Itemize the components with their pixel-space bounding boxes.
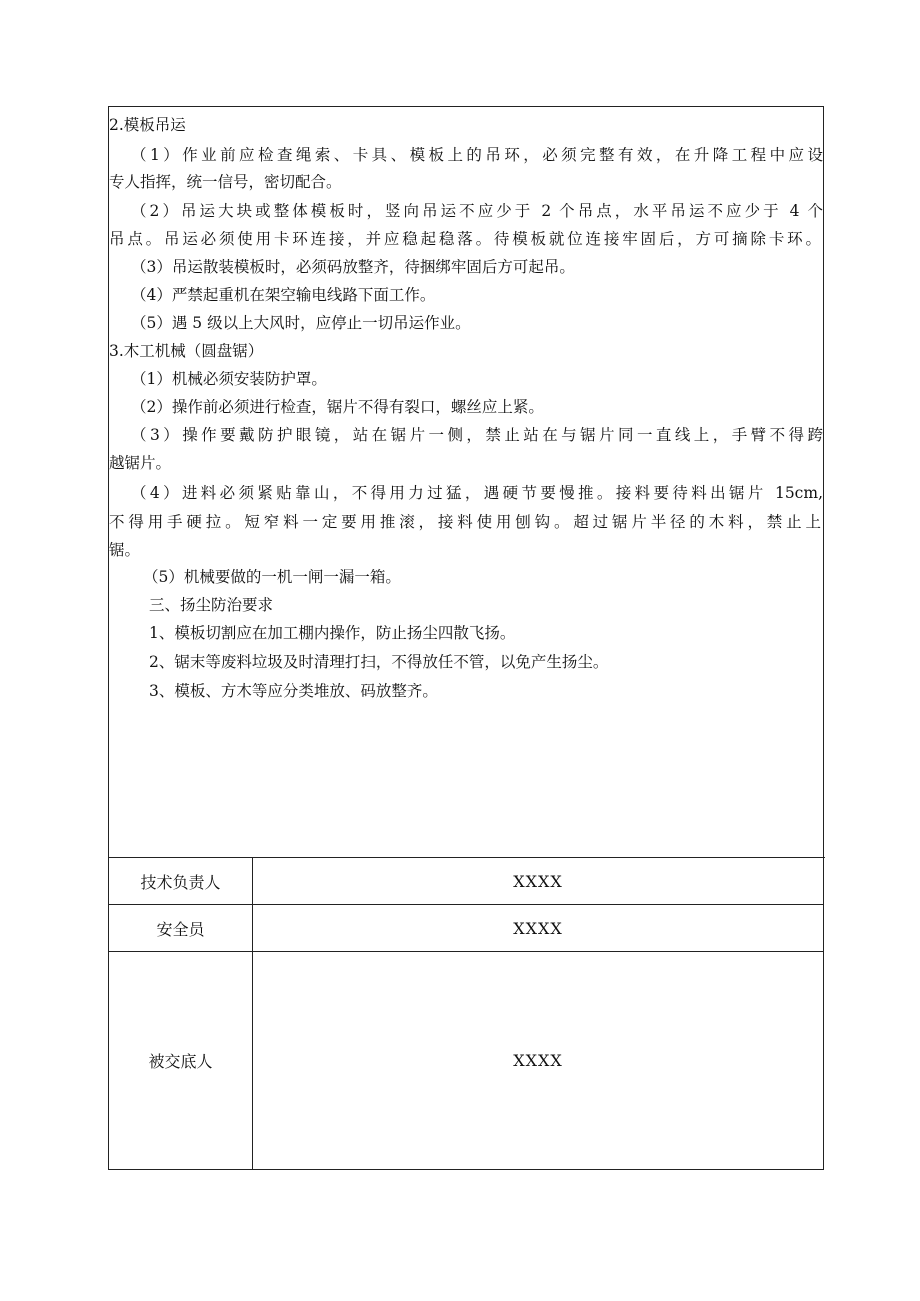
section-title-formwork: 2.模板吊运 (109, 116, 186, 134)
saw-item-4b: 不得用手硬拉。短窄料一定要用推滚，接料使用刨钩。超过锯片半径的木料，禁止上 (109, 513, 821, 531)
formwork-item-3: （3）吊运散装模板时，必须码放整齐，待捆绑牢固后方可起吊。 (131, 258, 575, 276)
saw-item-5: （5）机械要做的一机一闸一漏一箱。 (143, 568, 401, 586)
formwork-item-1b: 专人指挥，统一信号，密切配合。 (109, 173, 342, 191)
content-cell (109, 107, 825, 858)
formwork-item-4: （4）严禁起重机在架空输电线路下面工作。 (131, 286, 436, 304)
signature-row-tech-lead (109, 858, 823, 905)
saw-item-3b: 越锯片。 (109, 454, 172, 472)
formwork-item-2b: 吊点。吊运必须使用卡环连接，并应稳起稳落。待模板就位连接牢固后，方可摘除卡环。 (109, 230, 821, 248)
saw-item-4a: （4）进料必须紧贴靠山，不得用力过猛，遇硬节要慢推。接料要待料出锯片 15cm, (131, 484, 823, 502)
saw-item-4c: 锯。 (109, 541, 141, 559)
saw-item-3a: （3）操作要戴防护眼镜，站在锯片一侧，禁止站在与锯片同一直线上，手臂不得跨 (131, 426, 823, 444)
signature-value: XXXX (513, 918, 563, 938)
signature-label: 被交底人 (109, 952, 253, 1169)
signature-row-safety-officer (109, 905, 823, 952)
dust-item-3: 3、模板、方木等应分类堆放、码放整齐。 (149, 682, 438, 700)
signature-value: XXXX (513, 871, 563, 891)
saw-item-1: （1）机械必须安装防护罩。 (131, 370, 327, 388)
formwork-item-5: （5）遇 5 级以上大风时，应停止一切吊运作业。 (131, 314, 471, 332)
section-title-dust: 三、扬尘防治要求 (149, 596, 274, 614)
dust-item-1: 1、模板切割应在加工棚内操作，防止扬尘四散飞扬。 (149, 624, 516, 642)
saw-item-2: （2）操作前必须进行检查，锯片不得有裂口，螺丝应上紧。 (131, 398, 544, 416)
signature-label: 技术负责人 (109, 858, 253, 904)
section-title-saw: 3.木工机械（圆盘锯） (109, 342, 264, 360)
signature-row-recipient (109, 952, 823, 1169)
formwork-item-1a: （1）作业前应检查绳索、卡具、模板上的吊环，必须完整有效，在升降工程中应设 (131, 146, 823, 164)
signature-label: 安全员 (109, 905, 253, 951)
disclosure-table (108, 106, 824, 1170)
dust-item-2: 2、锯末等废料垃圾及时清理打扫，不得放任不管，以免产生扬尘。 (149, 653, 609, 671)
signature-value: XXXX (513, 1051, 563, 1070)
formwork-item-2a: （2）吊运大块或整体模板时，竖向吊运不应少于 2 个吊点，水平吊运不应少于 4 个 (131, 202, 823, 220)
